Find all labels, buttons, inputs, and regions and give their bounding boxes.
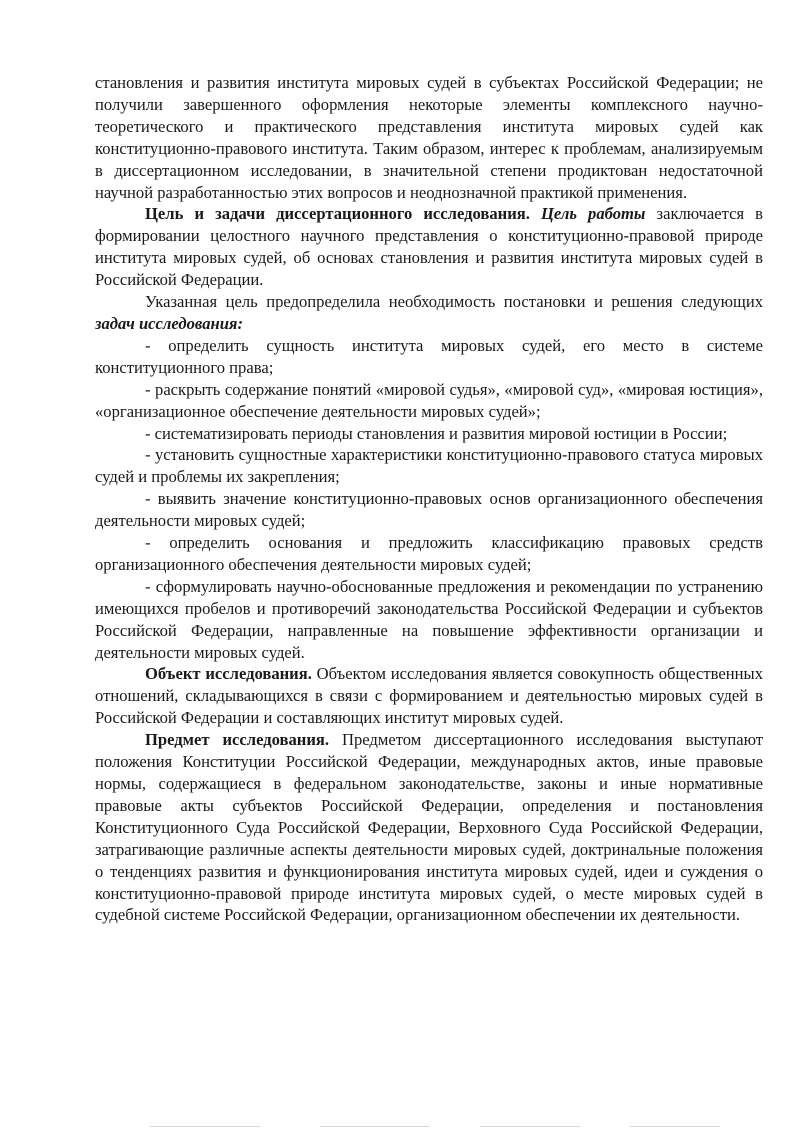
paragraph-subject: [95, 729, 763, 926]
text-run: - установить сущностные характеристики конституционно-правового статуса мировых судей и проблемы их закрепления;: [95, 445, 763, 487]
text-run: - выявить значение конституционно-правовых основ организационного обеспечения деятельности мировых судей;: [95, 489, 763, 531]
task-item: [95, 576, 763, 664]
task-item: [95, 532, 763, 576]
emphasis-goal: Цель работы: [541, 204, 646, 224]
text-run: - систематизировать периоды становления и развития мировой юстиции в России;: [145, 423, 728, 443]
text-run: Указанная цель предопределила необходимость постановки и решения следующих: [145, 292, 763, 312]
text-run: становления и развития института мировых судей в субъектах Российской Федерации; не получили завершенного оформления некоторые элементы комплексного научно-теоретического и практического представления института мировых судей как конституционно-правового института. Таким образом, интерес к проблемам, анализируемым в диссертационном исследовании, в значительной степени продиктован недостаточной научной разработанностью этих вопросов и неоднозначной практикой применения.: [95, 73, 763, 202]
text-run: Предметом диссертационного исследования выступают положения Конституции Российской Федерации, международных актов, иные правовые нормы, содержащиеся в федеральном законодательстве, законы и иные нормативные правовые акты субъектов Российской Федерации, определения и постановления Конституционного Суда Российской Федерации, Верховного Суда Российской Федерации, затрагивающие различные аспекты деятельности мировых судей, доктринальные положения о тенденциях развития и функционирования института мировых судей, идеи и суждения о конституционно-правовой природе института мировых судей, о месте мировых судей в судебной системе Российской Федерации, организационном обеспечении их деятельности.: [95, 730, 763, 925]
scan-mark: [480, 1126, 580, 1127]
scan-mark: [320, 1126, 430, 1127]
task-item: [95, 444, 763, 488]
text-run: - сформулировать научно-обоснованные предложения и рекомендации по устранению имеющихся пробелов и противоречий законодательства Российской Федерации и субъектов Российской Федерации, направленные на повышение эффективности организации и деятельности мировых судей.: [95, 576, 763, 662]
task-item: [95, 488, 763, 532]
text-run: [530, 204, 541, 223]
scan-mark: [630, 1126, 720, 1127]
text-run: - определить основания и предложить классификацию правовых средств организационного обеспечения деятельности мировых судей;: [95, 533, 763, 574]
scan-mark: [150, 1126, 260, 1127]
task-item: [95, 423, 763, 445]
document-page: [95, 72, 763, 926]
task-item: [95, 379, 763, 423]
emphasis-tasks: задач исследования:: [95, 313, 244, 333]
text-run: заключается в формировании целостного научного представления о конституционно-правовой природе института мировых судей, об основах становления и развития института мировых судей в Российской Федерации.: [95, 204, 764, 290]
task-item: [95, 335, 763, 379]
text-run: - определить сущность института мировых судей, его место в системе конституционного права;: [95, 335, 763, 377]
heading-goals-tasks: Цель и задачи диссертационного исследования.: [145, 204, 530, 224]
paragraph-continuation: [95, 72, 763, 203]
text-run: Объектом исследования является совокупность общественных отношений, складывающихся в связи с формированием и деятельностью мировых судей в Российской Федерации и составляющих институт мировых судей.: [95, 664, 763, 728]
text-run: - раскрыть содержание понятий «мировой судья», «мировой суд», «мировая юстиция», «организационное обеспечение деятельности мировых судей»;: [95, 379, 763, 421]
heading-subject: Предмет исследования.: [145, 730, 330, 750]
paragraph-tasks-intro: [95, 291, 763, 335]
heading-object: Объект исследования.: [145, 664, 312, 684]
paragraph-goal: [95, 203, 763, 291]
page-bottom-artifact: [0, 1122, 800, 1132]
paragraph-object: [95, 663, 763, 729]
